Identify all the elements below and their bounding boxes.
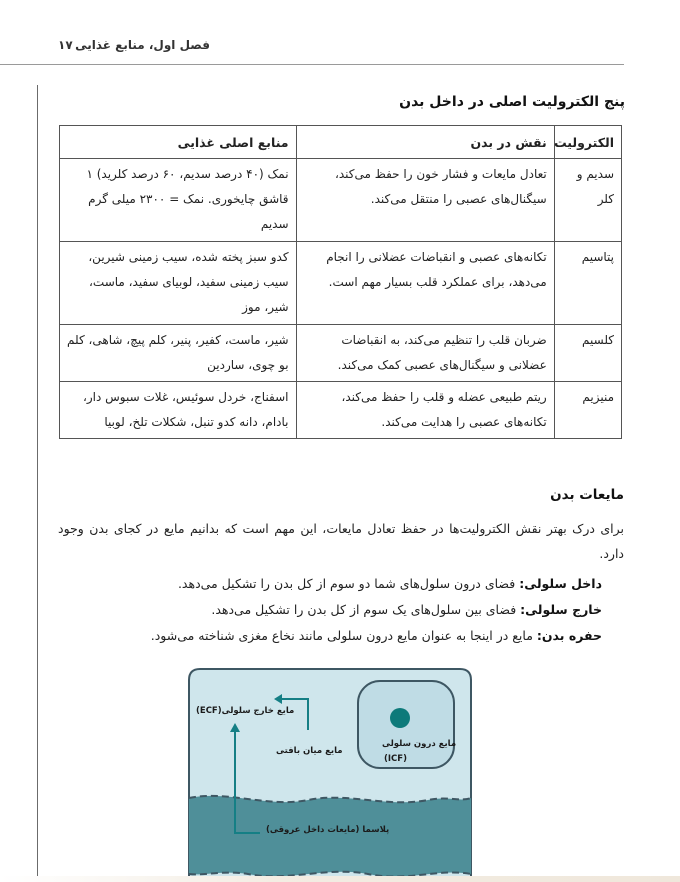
interstitial-label: مایع میان بافتی — [276, 746, 343, 756]
definition-text: مایع در اینجا به عنوان مایع درون سلولی مانند نخاع مغزی شناخته می‌شود. — [150, 628, 537, 643]
table-row — [60, 242, 622, 325]
page-header — [0, 0, 680, 66]
electrolyte-cell: کلسیم — [554, 325, 621, 382]
sources-cell: شیر، ماست، کفیر، پنیر، کلم پیچ، شاهی، کلم بو چوی، ساردین — [60, 325, 297, 382]
table-row — [60, 325, 622, 382]
table-header-row — [60, 126, 622, 159]
blood-vessel — [189, 796, 471, 877]
definition-term: خارج سلولی: — [520, 602, 602, 617]
definition-term: داخل سلولی: — [519, 576, 602, 591]
icf-abbreviation: (ICF) — [384, 754, 407, 764]
page-number: ۱۷ — [58, 38, 73, 52]
cell-nucleus — [390, 708, 410, 728]
role-cell: ضربان قلب را تنظیم می‌کند، به انقباضات عضلانی و سیگنال‌های عصبی کمک می‌کند. — [296, 325, 554, 382]
definition-text: فضای بین سلول‌های یک سوم از کل بدن را تشکیل می‌دهد. — [211, 602, 521, 617]
table-row — [60, 382, 622, 439]
header-role: نقش در بدن — [296, 126, 554, 159]
body-fluids-intro: برای درک بهتر نقش الکترولیت‌ها در حفظ تعادل مایعات، این مهم است که بدانیم مایع در کجای بدن وجود دارد. — [58, 521, 624, 561]
electrolyte-cell: منیزیم — [554, 382, 621, 439]
electrolytes-table — [59, 125, 622, 439]
body-fluids-diagram — [188, 668, 472, 882]
section-title: پنج الکترولیت اصلی در داخل بدن — [399, 94, 625, 110]
role-cell: تعادل مایعات و فشار خون را حفظ می‌کند، سیگنال‌های عصبی را منتقل می‌کند. — [296, 159, 554, 242]
role-cell: تکانه‌های عصبی و انقباضات عضلانی را انجام می‌دهد، برای عملکرد قلب بسیار مهم است. — [296, 242, 554, 325]
diagram-graphic — [188, 668, 472, 882]
sources-cell: اسفناج، خردل سوئیس، غلات سبوس دار، بادام، دانه کدو تنبل، شکلات تلخ، لوبیا — [60, 382, 297, 439]
header-sources: منابع اصلی غذایی — [60, 126, 297, 159]
electrolyte-cell: سدیم و کلر — [554, 159, 621, 242]
sources-cell: نمک (۴۰ درصد سدیم، ۶۰ درصد کلرید) ۱ قاشق چایخوری. نمک = ۲۳۰۰ میلی گرم سدیم — [60, 159, 297, 242]
chapter-title: فصل اول، منابع غذایی — [75, 38, 210, 52]
margin-line — [37, 85, 38, 882]
body-fluids-title: مایعات بدن — [550, 487, 624, 503]
header-divider — [0, 64, 624, 65]
plasma-label: پلاسما (مایعات داخل عروقی) — [266, 825, 390, 835]
icf-label: مایع درون سلولی — [382, 739, 457, 749]
sources-cell: کدو سبز پخته شده، سیب زمینی شیرین، سیب زمینی سفید، لوبیای سفید، ماست، شیر، موز — [60, 242, 297, 325]
header-electrolyte: الکترولیت — [554, 126, 621, 159]
electrolyte-cell: پتاسیم — [554, 242, 621, 325]
definition-text: فضای درون سلول‌های شما دو سوم از کل بدن را تشکیل می‌دهد. — [177, 576, 520, 591]
definition-body-cavity — [151, 626, 602, 646]
table-row — [60, 159, 622, 242]
definition-extracellular — [211, 600, 602, 620]
definition-term: حفره بدن: — [536, 628, 602, 643]
ecf-label: مایع خارج سلولی(ECF) — [196, 706, 295, 716]
definition-intracellular — [178, 574, 602, 594]
page-bottom-edge — [0, 876, 680, 882]
role-cell: ریتم طبیعی عضله و قلب را حفظ می‌کند، تکانه‌های عصبی را هدایت می‌کند. — [296, 382, 554, 439]
